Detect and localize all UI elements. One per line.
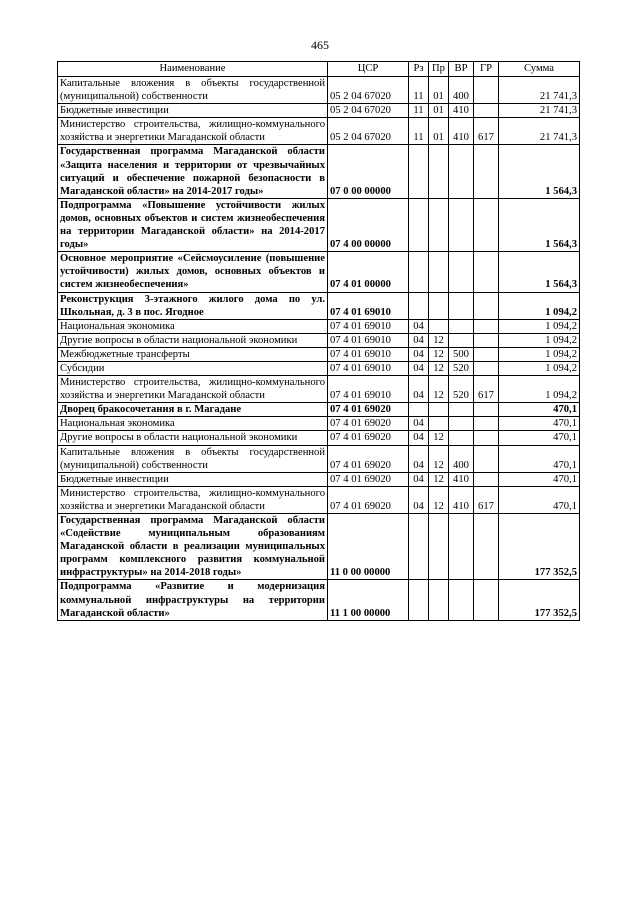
- table-row: [58, 292, 580, 319]
- cell-pr: 01: [429, 104, 449, 118]
- cell-csr: 07 4 01 69020: [328, 431, 409, 445]
- cell-rz: 04: [409, 361, 429, 375]
- cell-name: Субсидии: [58, 361, 328, 375]
- cell-sum: 1 094,2: [499, 292, 580, 319]
- cell-vr: 400: [449, 77, 474, 104]
- cell-rz: 04: [409, 431, 429, 445]
- cell-vr: [449, 333, 474, 347]
- cell-pr: [429, 198, 449, 251]
- cell-name: Межбюджетные трансферты: [58, 347, 328, 361]
- cell-vr: [449, 514, 474, 580]
- cell-pr: [429, 417, 449, 431]
- cell-csr: 07 4 00 00000: [328, 198, 409, 251]
- cell-sum: 21 741,3: [499, 118, 580, 145]
- cell-sum: 1 094,2: [499, 376, 580, 403]
- header-vr: ВР: [449, 62, 474, 77]
- cell-vr: [449, 292, 474, 319]
- table-row: [58, 145, 580, 198]
- cell-gr: 617: [474, 486, 499, 513]
- cell-rz: 04: [409, 347, 429, 361]
- table-row: [58, 445, 580, 472]
- cell-name: Дворец бракосочетания в г. Магадане: [58, 403, 328, 417]
- cell-sum: 1 564,3: [499, 198, 580, 251]
- cell-name: Другие вопросы в области национальной экономики: [58, 333, 328, 347]
- table-row: [58, 361, 580, 375]
- cell-csr: 07 4 01 69020: [328, 403, 409, 417]
- cell-sum: 1 094,2: [499, 347, 580, 361]
- cell-vr: 520: [449, 376, 474, 403]
- table-row: [58, 333, 580, 347]
- cell-csr: 07 4 01 69010: [328, 333, 409, 347]
- cell-rz: 11: [409, 118, 429, 145]
- cell-rz: [409, 514, 429, 580]
- header-gr: ГР: [474, 62, 499, 77]
- cell-csr: 07 4 01 69020: [328, 486, 409, 513]
- cell-csr: 07 4 01 69010: [328, 292, 409, 319]
- cell-gr: [474, 445, 499, 472]
- cell-vr: 520: [449, 361, 474, 375]
- cell-rz: 04: [409, 319, 429, 333]
- cell-rz: [409, 292, 429, 319]
- cell-pr: [429, 252, 449, 292]
- cell-pr: [429, 403, 449, 417]
- cell-rz: [409, 252, 429, 292]
- table-row: [58, 417, 580, 431]
- cell-gr: [474, 403, 499, 417]
- cell-vr: [449, 145, 474, 198]
- cell-gr: [474, 580, 499, 620]
- cell-csr: 07 4 01 00000: [328, 252, 409, 292]
- table-row: [58, 472, 580, 486]
- cell-rz: 04: [409, 333, 429, 347]
- cell-gr: [474, 361, 499, 375]
- cell-sum: 470,1: [499, 403, 580, 417]
- cell-gr: [474, 472, 499, 486]
- cell-rz: [409, 145, 429, 198]
- cell-pr: 12: [429, 472, 449, 486]
- cell-csr: 05 2 04 67020: [328, 77, 409, 104]
- cell-name: Министерство строительства, жилищно-коммунального хозяйства и энергетики Магаданской области: [58, 118, 328, 145]
- cell-pr: 12: [429, 376, 449, 403]
- cell-csr: 07 4 01 69010: [328, 319, 409, 333]
- cell-rz: 04: [409, 376, 429, 403]
- cell-gr: [474, 198, 499, 251]
- cell-gr: [474, 347, 499, 361]
- cell-name: Государственная программа Магаданской области «Содействие муниципальным образованиям Магаданской области в реализации муниципальных программ комплексного развития коммунальной инфраструктуры» на 2014-2018 годы»: [58, 514, 328, 580]
- cell-pr: 12: [429, 333, 449, 347]
- cell-name: Реконструкция 3-этажного жилого дома по ул. Школьная, д. 3 в пос. Ягодное: [58, 292, 328, 319]
- cell-vr: [449, 403, 474, 417]
- cell-name: Капитальные вложения в объекты государственной (муниципальной) собственности: [58, 445, 328, 472]
- table-row: [58, 580, 580, 620]
- cell-name: Национальная экономика: [58, 417, 328, 431]
- cell-rz: 04: [409, 472, 429, 486]
- cell-name: Национальная экономика: [58, 319, 328, 333]
- cell-pr: 01: [429, 77, 449, 104]
- cell-vr: 410: [449, 118, 474, 145]
- cell-gr: [474, 333, 499, 347]
- cell-name: Министерство строительства, жилищно-коммунального хозяйства и энергетики Магаданской области: [58, 486, 328, 513]
- cell-rz: 04: [409, 417, 429, 431]
- table-row: [58, 252, 580, 292]
- cell-gr: [474, 431, 499, 445]
- cell-sum: 177 352,5: [499, 514, 580, 580]
- cell-pr: 12: [429, 486, 449, 513]
- cell-vr: [449, 431, 474, 445]
- cell-sum: 470,1: [499, 445, 580, 472]
- cell-sum: 1 564,3: [499, 252, 580, 292]
- cell-sum: 21 741,3: [499, 104, 580, 118]
- cell-pr: [429, 580, 449, 620]
- cell-gr: [474, 145, 499, 198]
- table-row: [58, 319, 580, 333]
- cell-csr: 05 2 04 67020: [328, 104, 409, 118]
- cell-name: Государственная программа Магаданской области «Защита населения и территории от чрезвычайных ситуаций и обеспечение пожарной безопасности в Магаданской области» на 2014-2017 годы»: [58, 145, 328, 198]
- cell-csr: 05 2 04 67020: [328, 118, 409, 145]
- cell-gr: [474, 104, 499, 118]
- cell-sum: 1 094,2: [499, 333, 580, 347]
- cell-pr: 12: [429, 347, 449, 361]
- cell-rz: [409, 580, 429, 620]
- table-row: [58, 376, 580, 403]
- cell-pr: 12: [429, 445, 449, 472]
- table-row: [58, 486, 580, 513]
- cell-sum: 470,1: [499, 486, 580, 513]
- header-csr: ЦСР: [328, 62, 409, 77]
- cell-vr: 410: [449, 104, 474, 118]
- cell-gr: [474, 514, 499, 580]
- cell-csr: 07 4 01 69010: [328, 347, 409, 361]
- cell-rz: 11: [409, 77, 429, 104]
- table-row: [58, 104, 580, 118]
- cell-sum: 21 741,3: [499, 77, 580, 104]
- cell-name: Подпрограмма «Повышение устойчивости жилых домов, основных объектов и систем жизнеобеспечения на территории Магаданской области» на 2014-2017 годы»: [58, 198, 328, 251]
- cell-csr: 07 0 00 00000: [328, 145, 409, 198]
- cell-name: Основное мероприятие «Сейсмоусиление (повышение устойчивости) жилых домов, основных объектов и систем жизнеобеспечения»: [58, 252, 328, 292]
- cell-gr: 617: [474, 118, 499, 145]
- cell-name: Подпрограмма «Развитие и модернизация коммунальной инфраструктуры на территории Магаданской области»: [58, 580, 328, 620]
- cell-pr: 12: [429, 431, 449, 445]
- cell-name: Бюджетные инвестиции: [58, 104, 328, 118]
- cell-vr: 410: [449, 472, 474, 486]
- cell-sum: 1 564,3: [499, 145, 580, 198]
- cell-gr: [474, 252, 499, 292]
- cell-vr: [449, 319, 474, 333]
- cell-csr: 07 4 01 69010: [328, 361, 409, 375]
- cell-gr: [474, 292, 499, 319]
- cell-sum: 470,1: [499, 431, 580, 445]
- cell-gr: [474, 319, 499, 333]
- cell-csr: 11 1 00 00000: [328, 580, 409, 620]
- table-row: [58, 514, 580, 580]
- cell-rz: [409, 198, 429, 251]
- cell-pr: [429, 514, 449, 580]
- cell-pr: [429, 145, 449, 198]
- cell-csr: 11 0 00 00000: [328, 514, 409, 580]
- header-sum: Сумма: [499, 62, 580, 77]
- cell-vr: [449, 198, 474, 251]
- cell-csr: 07 4 01 69020: [328, 417, 409, 431]
- table-row: [58, 77, 580, 104]
- budget-table: [57, 61, 580, 621]
- header-name: Наименование: [58, 62, 328, 77]
- cell-pr: [429, 292, 449, 319]
- table-row: [58, 431, 580, 445]
- table-header-row: [58, 62, 580, 77]
- cell-name: Другие вопросы в области национальной экономики: [58, 431, 328, 445]
- cell-rz: 11: [409, 104, 429, 118]
- cell-pr: 01: [429, 118, 449, 145]
- cell-vr: 500: [449, 347, 474, 361]
- table-row: [58, 118, 580, 145]
- table-row: [58, 198, 580, 251]
- cell-vr: 410: [449, 486, 474, 513]
- table-row: [58, 347, 580, 361]
- cell-csr: 07 4 01 69020: [328, 472, 409, 486]
- page-number: 465: [311, 38, 329, 52]
- cell-gr: [474, 77, 499, 104]
- cell-sum: 470,1: [499, 417, 580, 431]
- cell-sum: 177 352,5: [499, 580, 580, 620]
- cell-gr: 617: [474, 376, 499, 403]
- cell-rz: [409, 403, 429, 417]
- cell-rz: 04: [409, 445, 429, 472]
- cell-name: Бюджетные инвестиции: [58, 472, 328, 486]
- header-pr: Пр: [429, 62, 449, 77]
- cell-vr: 400: [449, 445, 474, 472]
- cell-pr: [429, 319, 449, 333]
- cell-name: Капитальные вложения в объекты государственной (муниципальной) собственности: [58, 77, 328, 104]
- cell-rz: 04: [409, 486, 429, 513]
- cell-vr: [449, 252, 474, 292]
- cell-csr: 07 4 01 69020: [328, 445, 409, 472]
- cell-sum: 1 094,2: [499, 361, 580, 375]
- cell-csr: 07 4 01 69010: [328, 376, 409, 403]
- cell-name: Министерство строительства, жилищно-коммунального хозяйства и энергетики Магаданской области: [58, 376, 328, 403]
- cell-vr: [449, 417, 474, 431]
- cell-gr: [474, 417, 499, 431]
- cell-sum: 470,1: [499, 472, 580, 486]
- cell-pr: 12: [429, 361, 449, 375]
- cell-sum: 1 094,2: [499, 319, 580, 333]
- header-rz: Рз: [409, 62, 429, 77]
- cell-vr: [449, 580, 474, 620]
- table-row: [58, 403, 580, 417]
